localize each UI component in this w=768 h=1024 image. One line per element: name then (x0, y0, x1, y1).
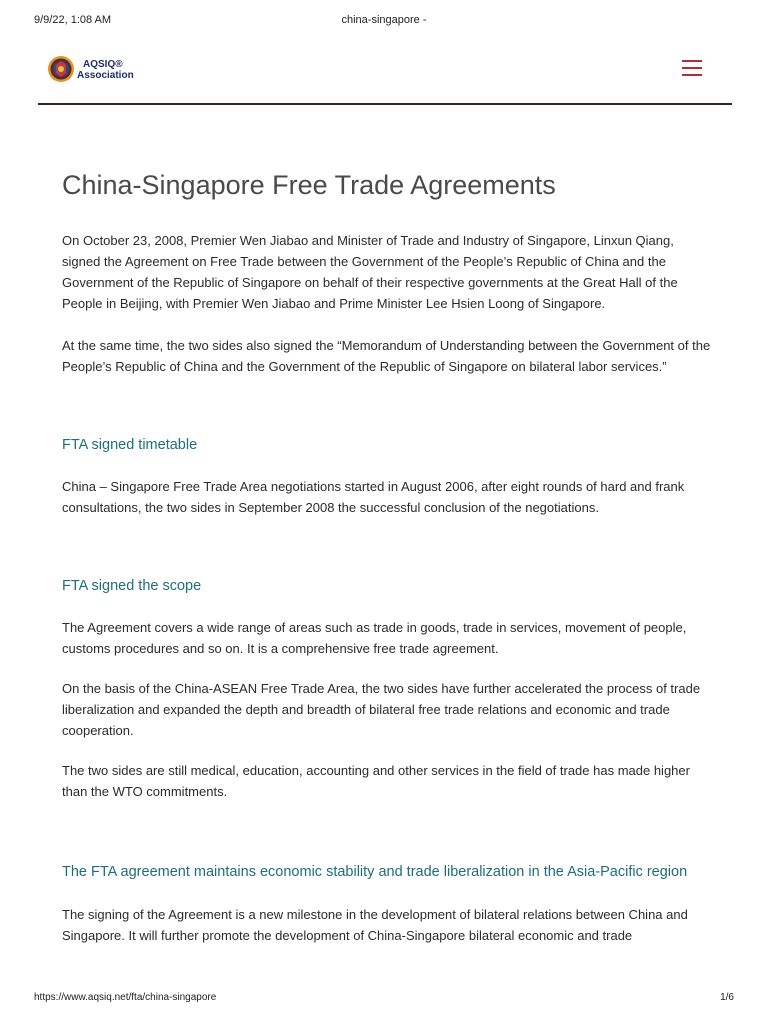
print-page-number: 1/6 (720, 992, 734, 1003)
site-header (38, 50, 732, 105)
section-paragraph: The Agreement covers a wide range of areas such as trade in goods, trade in services, movement of people, customs procedures and so on. It is a comprehensive free trade agreement. (62, 620, 687, 656)
hamburger-menu-icon[interactable] (682, 60, 702, 77)
print-datetime: 9/9/22, 1:08 AM (34, 14, 112, 26)
logo-line-2: Association (77, 70, 134, 81)
section-heading-timetable: FTA signed timetable (62, 437, 198, 453)
section-heading-scope: FTA signed the scope (62, 578, 202, 594)
intro-paragraph-2: At the same time, the two sides also signed the “Memorandum of Understanding between the Government of the People’s Republic of China and the Government of the Republic of Singapore on bilateral labor services.” (62, 338, 711, 374)
section-paragraph: The signing of the Agreement is a new milestone in the development of bilateral relations between China and Singapore. It will further promote the development of China-Singapore bilateral economic and trade (62, 907, 688, 943)
section-paragraph: China – Singapore Free Trade Area negotiations started in August 2006, after eight rounds of hard and frank consultations, the two sides in September 2008 the successful conclusion of the negotiations. (62, 479, 685, 515)
print-url: https://www.aqsiq.net/fta/china-singapore (34, 992, 217, 1003)
aqsiq-emblem-icon (46, 53, 76, 85)
page-title: China-Singapore Free Trade Agreements (62, 170, 556, 200)
print-page-title: china-singapore - (341, 14, 427, 26)
print-header (34, 14, 734, 30)
section-paragraph: The two sides are still medical, education, accounting and other services in the field of trade has made higher than the WTO commitments. (62, 763, 690, 799)
site-logo[interactable] (46, 53, 146, 89)
intro-paragraph-1: On October 23, 2008, Premier Wen Jiabao and Minister of Trade and Industry of Singapore, Linxun Qiang, signed the Agreement on Free Trade between the Government of the People’s Republic of China and the Government of the Republic of Singapore on behalf of their respective governments at the Great Hall of the People in Beijing, with Premier Wen Jiabao and Prime Minister Lee Hsien Loong of Singapore. (62, 233, 678, 311)
logo-wordmark (77, 59, 134, 81)
section-paragraph: On the basis of the China-ASEAN Free Trade Area, the two sides have further accelerated the process of trade liberalization and expanded the depth and breadth of bilateral free trade relations and economic and trade cooperation. (62, 681, 701, 738)
section-heading-stability: The FTA agreement maintains economic stability and trade liberalization in the Asia-Pacific region (62, 864, 688, 880)
article-content (62, 164, 712, 946)
print-footer (34, 992, 734, 1006)
logo-line-1: AQSIQ® (83, 59, 123, 70)
